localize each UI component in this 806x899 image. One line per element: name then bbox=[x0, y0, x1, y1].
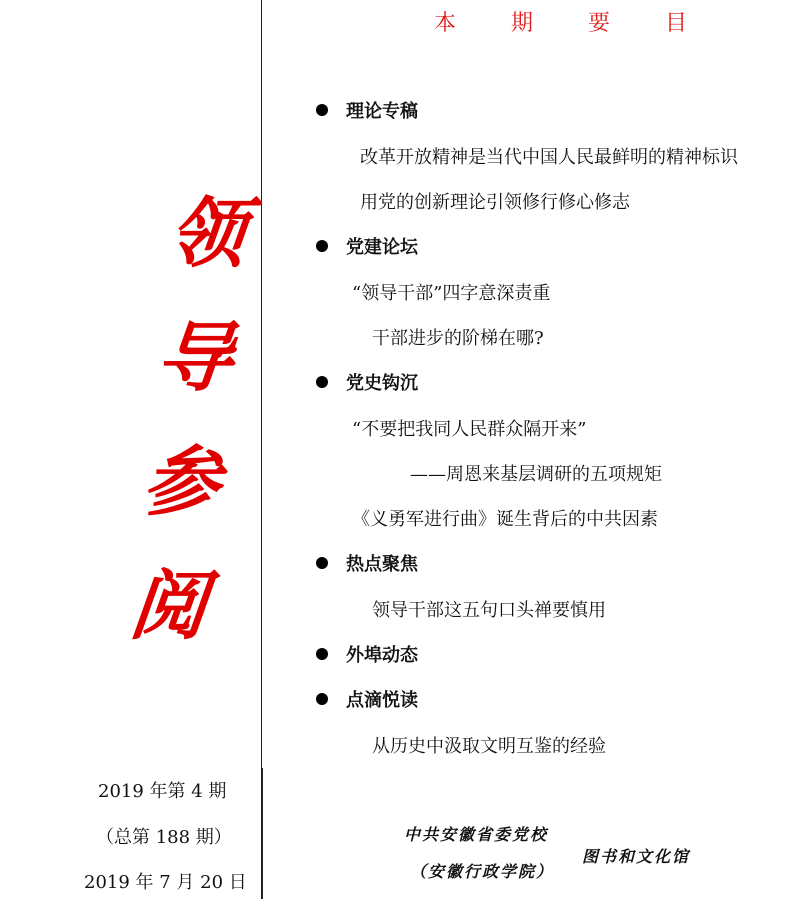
article-link[interactable]: 用党的创新理论引领修行修心修志 bbox=[360, 192, 630, 213]
section-label: 理论专稿 bbox=[346, 101, 418, 122]
section-label: 点滴悦读 bbox=[346, 690, 418, 711]
lower-vertical-divider bbox=[262, 768, 263, 899]
publisher-name: 中共安徽省委党校 bbox=[404, 825, 549, 844]
section-heading[interactable] bbox=[316, 553, 418, 577]
bullet-icon bbox=[316, 376, 328, 388]
section-label: 党史钩沉 bbox=[346, 373, 418, 394]
article-link[interactable]: 干部进步的阶梯在哪? bbox=[372, 328, 544, 349]
logo-char: 导 bbox=[151, 313, 238, 402]
logo-char: 领 bbox=[164, 189, 251, 278]
publisher-dept: 图书和文化馆 bbox=[582, 847, 691, 866]
section-label: 外埠动态 bbox=[346, 645, 418, 666]
section-label: 党建论坛 bbox=[346, 237, 418, 258]
publisher-alt-name: （安徽行政学院） bbox=[410, 862, 555, 881]
vertical-divider bbox=[261, 0, 262, 899]
bullet-icon bbox=[316, 557, 328, 569]
section-heading[interactable] bbox=[316, 236, 418, 260]
bullet-icon bbox=[316, 240, 328, 252]
article-link[interactable]: “领导干部”四字意深责重 bbox=[352, 283, 551, 304]
publication-logo bbox=[114, 172, 262, 668]
article-link[interactable]: 改革开放精神是当代中国人民最鲜明的精神标识 bbox=[360, 147, 738, 168]
section-heading[interactable] bbox=[316, 689, 418, 713]
section-heading[interactable] bbox=[316, 372, 418, 396]
article-link[interactable]: 领导干部这五句口头禅要慎用 bbox=[372, 600, 606, 621]
article-link[interactable]: 从历史中汲取文明互鉴的经验 bbox=[372, 736, 606, 757]
logo-char: 阅 bbox=[125, 561, 212, 650]
bullet-icon bbox=[316, 104, 328, 116]
issue-number: 2019 年第 4 期 bbox=[98, 781, 227, 802]
logo-char: 参 bbox=[138, 437, 225, 526]
issue-date: 2019 年 7 月 20 日 bbox=[84, 872, 247, 893]
section-heading[interactable] bbox=[316, 644, 418, 668]
section-label: 热点聚焦 bbox=[346, 554, 418, 575]
section-heading[interactable] bbox=[316, 100, 418, 124]
issue-total: （总第 188 期） bbox=[96, 827, 232, 848]
article-link[interactable]: 《义勇军进行曲》诞生背后的中共因素 bbox=[352, 509, 658, 530]
article-link[interactable]: “不要把我同人民群众隔开来” bbox=[352, 419, 587, 440]
bullet-icon bbox=[316, 693, 328, 705]
bullet-icon bbox=[316, 648, 328, 660]
article-subtitle: ——周恩来基层调研的五项规矩 bbox=[410, 464, 662, 485]
contents-heading: 本 期 要 目 bbox=[434, 11, 711, 36]
